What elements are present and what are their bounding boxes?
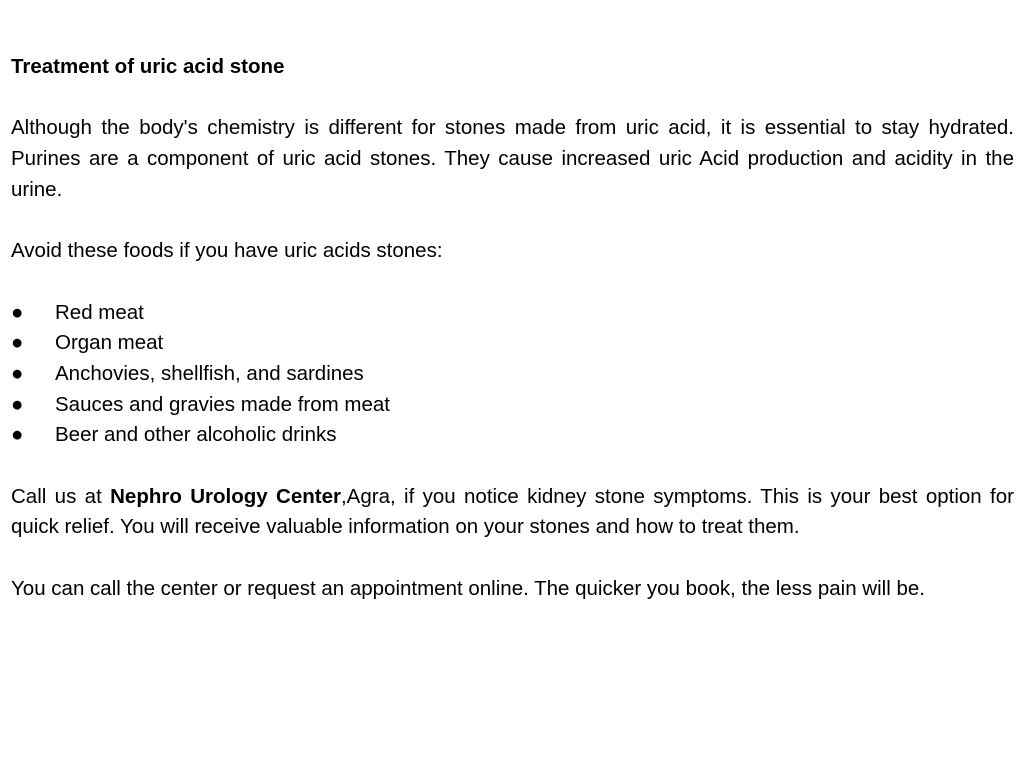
- foods-to-avoid-list: [11, 298, 1014, 452]
- list-item: [11, 359, 1014, 390]
- list-item: [11, 298, 1014, 329]
- bullet-icon: ●: [11, 392, 24, 416]
- intro-paragraph: Although the body's chemistry is different for stones made from uric acid, it is essential to stay hydrated. Purines are a component of uric acid stones. They cause increased uric Acid production and acidity in the urine.: [11, 116, 1014, 201]
- bullet-icon: ●: [11, 423, 24, 447]
- appointment-paragraph: You can call the center or request an appointment online. The quicker you book, the less pain will be.: [11, 576, 925, 600]
- bullet-icon: ●: [11, 331, 24, 355]
- list-item-text: Beer and other alcoholic drinks: [55, 423, 337, 447]
- document-title: Treatment of uric acid stone: [11, 55, 285, 78]
- list-item-text: Anchovies, shellfish, and sardines: [55, 361, 364, 385]
- center-name: Nephro Urology Center: [110, 484, 341, 508]
- list-item: [11, 390, 1014, 421]
- bullet-icon: ●: [11, 300, 24, 324]
- list-item: [11, 420, 1014, 451]
- list-item: [11, 328, 1014, 359]
- document-page: [11, 52, 1014, 635]
- call-prefix: Call us at: [11, 484, 111, 508]
- list-item-text: Red meat: [55, 300, 144, 324]
- bullet-icon: ●: [11, 361, 24, 385]
- list-intro: Avoid these foods if you have uric acids stones:: [11, 239, 443, 263]
- list-item-text: Organ meat: [55, 331, 164, 355]
- list-item-text: Sauces and gravies made from meat: [55, 392, 390, 416]
- call-paragraph: [11, 482, 1014, 543]
- call-suffix: ,Agra, if you notice kidney stone symptoms. This is your best option for quick relief. You will receive valuable information on your stones and how to treat them.: [11, 484, 1014, 539]
